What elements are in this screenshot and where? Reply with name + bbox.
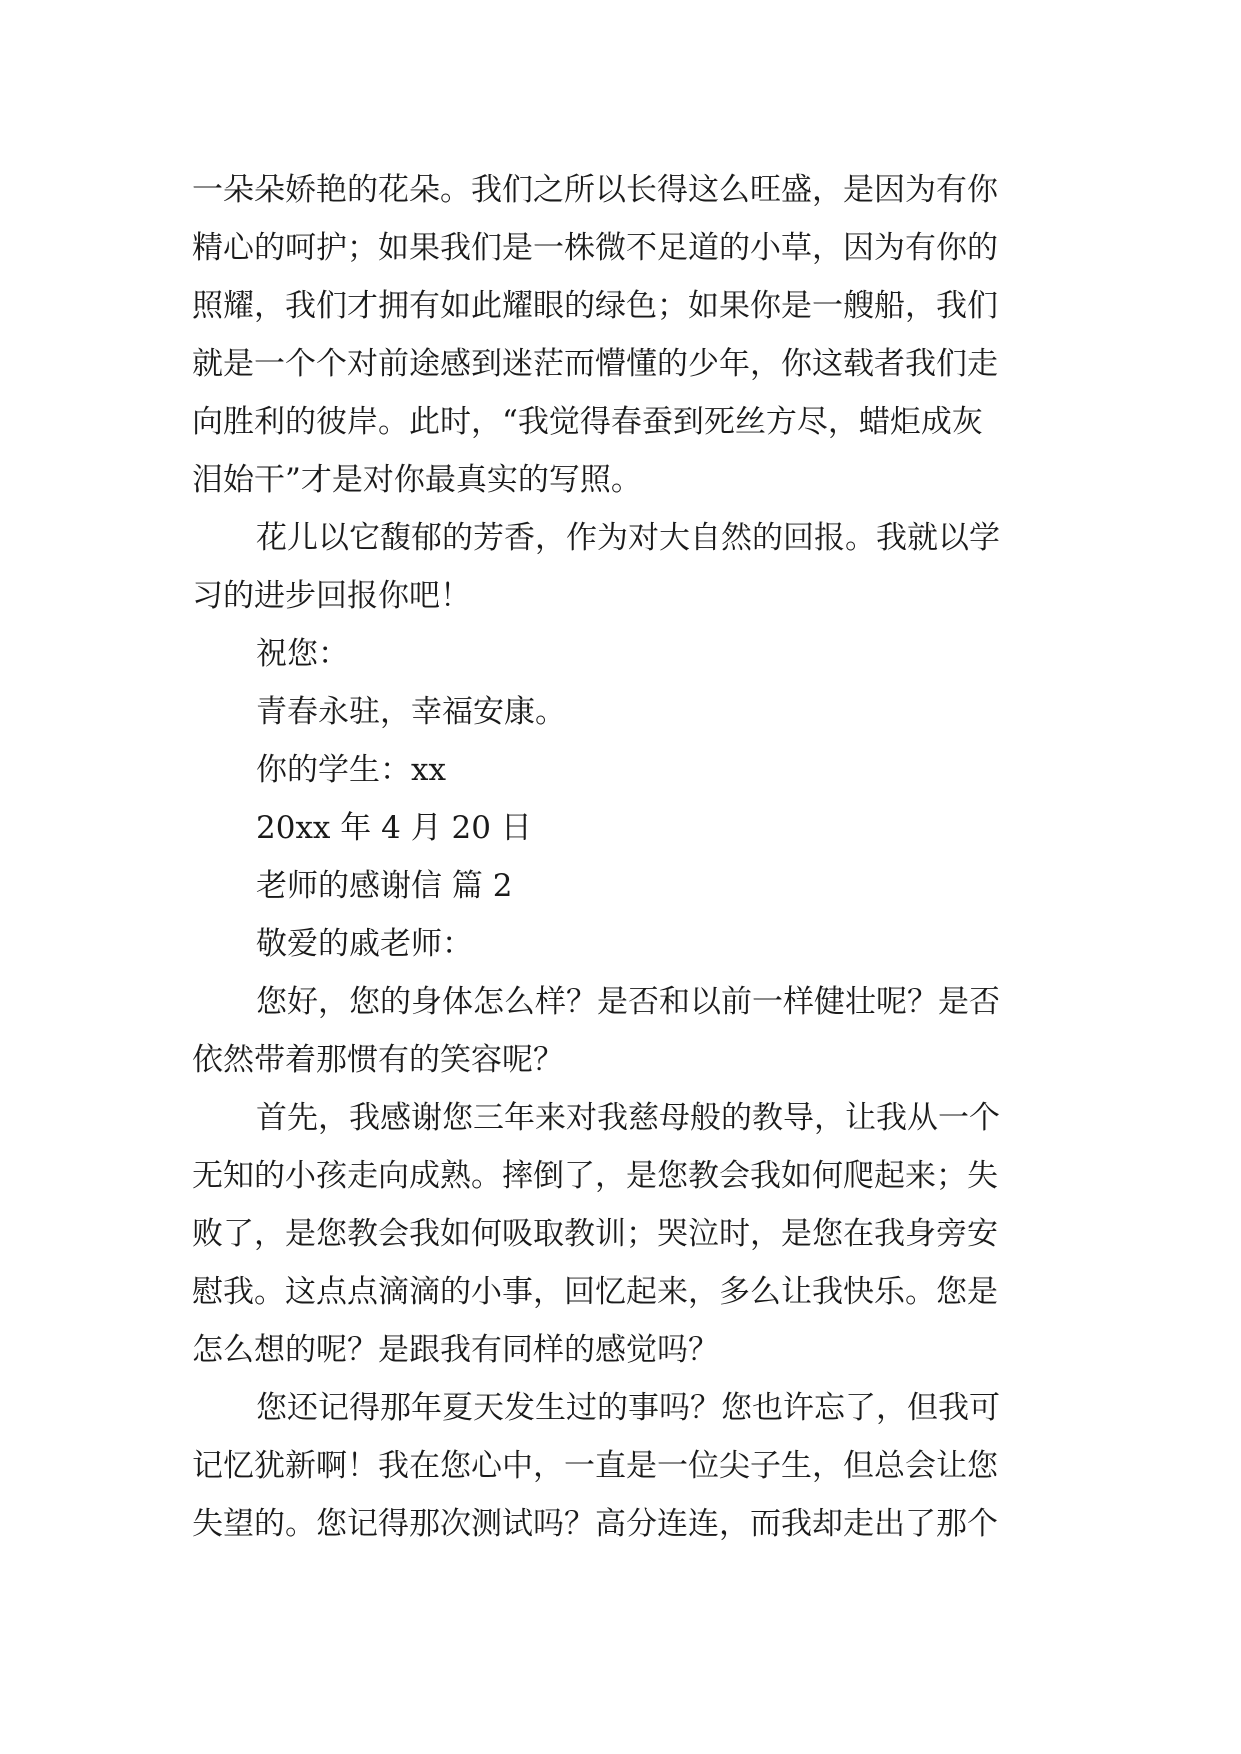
date-line: 20xx 年 4 月 20 日 [256, 810, 532, 846]
text-line: 记忆犹新啊！我在您心中，一直是一位尖子生，但总会让您 [192, 1448, 998, 1484]
text-line: 失望的。您记得那次测试吗？高分连连，而我却走出了那个 [192, 1506, 998, 1542]
section-heading: 老师的感谢信 篇 2 [256, 868, 513, 904]
signature-line: 你的学生：xx [256, 752, 446, 788]
text-line: 无知的小孩走向成熟。摔倒了，是您教会我如何爬起来；失 [192, 1158, 998, 1194]
text-line: 一朵朵娇艳的花朵。我们之所以长得这么旺盛，是因为有你 [192, 172, 998, 208]
text-line: 照耀，我们才拥有如此耀眼的绿色；如果你是一艘船，我们 [192, 288, 998, 324]
text-line: 慰我。这点点滴滴的小事，回忆起来，多么让我快乐。您是 [192, 1274, 998, 1310]
paragraph-start-line: 花儿以它馥郁的芳香，作为对大自然的回报。我就以学 [256, 520, 1000, 556]
text-line: 依然带着那惯有的笑容呢？ [192, 1042, 564, 1078]
text-line: 精心的呵护；如果我们是一株微不足道的小草，因为有你的 [192, 230, 998, 266]
text-line: 怎么想的呢？是跟我有同样的感觉吗？ [192, 1332, 719, 1368]
text-line: 向胜利的彼岸。此时，“我觉得春蚕到死丝方尽，蜡炬成灰 [192, 404, 983, 440]
text-line: 就是一个个对前途感到迷茫而懵懂的少年，你这载者我们走 [192, 346, 998, 382]
salutation-line: 祝您： [256, 636, 349, 672]
greeting-line: 敬爱的戚老师： [256, 926, 473, 962]
text-line: 习的进步回报你吧！ [192, 578, 471, 614]
text-line: 败了，是您教会我如何吸取教训；哭泣时，是您在我身旁安 [192, 1216, 998, 1252]
paragraph-start-line: 您好，您的身体怎么样？是否和以前一样健壮呢？是否 [256, 984, 1000, 1020]
text-line: 泪始干”才是对你最真实的写照。 [192, 462, 642, 498]
paragraph-start-line: 您还记得那年夏天发生过的事吗？您也许忘了，但我可 [256, 1390, 1000, 1426]
blessing-line: 青春永驻，幸福安康。 [256, 694, 566, 730]
paragraph-start-line: 首先，我感谢您三年来对我慈母般的教导，让我从一个 [256, 1100, 1000, 1136]
